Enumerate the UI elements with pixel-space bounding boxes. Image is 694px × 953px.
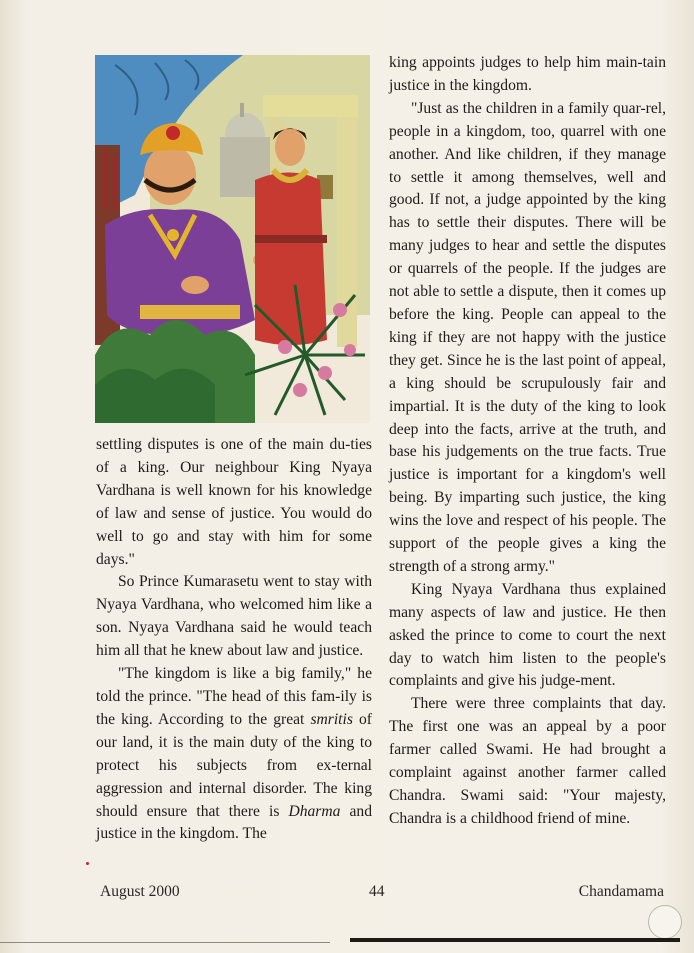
paragraph: [96, 434, 372, 571]
text-run: and justice in the kingdom. The: [96, 802, 372, 843]
paragraph: [389, 98, 666, 579]
paragraph: [389, 52, 666, 98]
illustration-art: [95, 55, 370, 423]
left-text-column: [96, 434, 372, 846]
watermark-stamp: [648, 905, 682, 939]
bottom-rule-left: [0, 942, 330, 943]
text-run: "Just as the children in a family quar-rel, people in a kingdom, too, quarrel with one another. And like children, if they manage to settle it among themselves, well and good. If not, a judge appointed by the king has to settle their disputes. There will be many judges to hear and settle the disputes or quarrels of the people. If the judges are not able to settle a dispute, then it comes up before the king. People can appeal to the king if they are not happy with the justice they get. Since he is the last point of appeal, a king should be scrupulously fair and impartial. It is the duty of the king to look deep into the facts, arrive at the truth, and base his judgements on the true facts. True justice is important for a kingdom's well being. By imparting such justice, the king wins the love and respect of his people. The support of the people gives a king the strength of a strong army.": [389, 99, 666, 575]
paragraph: [96, 571, 372, 663]
text-run: "The kingdom is like a big family," he told the prince. "The head of this fam-ily is the king. According to the great: [96, 665, 372, 728]
illustration-king-and-prince: [95, 55, 370, 423]
paragraph: [389, 693, 666, 830]
text-run: There were three complaints that day. The first one was an appeal by a poor farmer called Swami. He had brought a complaint against another farmer called Chandra. Swami said: "Your majesty, Chandra is a childhood friend of mine.: [389, 695, 666, 827]
footer-magazine-name: Chandamama: [578, 883, 664, 900]
italic-term: smritis: [310, 710, 353, 728]
text-run: King Nyaya Vardhana thus explained many aspects of law and justice. He then asked the prince to come to court the next day to watch him listen to the people's complaints and give his judge-ment.: [389, 580, 666, 690]
paragraph: [389, 579, 666, 694]
text-run: settling disputes is one of the main du-ties of a king. Our neighbour King Nyaya Vardhana is well known for his knowledge of law and sense of justice. You would do well to go and stay with him for some days.": [96, 436, 372, 568]
text-run: king appoints judges to help him main-tain justice in the kingdom.: [389, 54, 666, 94]
paragraph: [96, 663, 372, 846]
text-run: So Prince Kumarasetu went to stay with Nyaya Vardhana, who welcomed him like a son. Nyaya Vardhana said he would teach him all that he knew about law and justice.: [96, 573, 372, 660]
bottom-rule: [350, 938, 680, 942]
footer-date: August 2000: [100, 883, 180, 900]
right-text-column: [389, 52, 666, 831]
italic-term: Dharma: [288, 802, 341, 820]
decorative-dot: [86, 862, 89, 865]
text-run: of our land, it is the main duty of the king to protect his subjects from ex-ternal aggression and internal disorder. The king should ensure that there is: [96, 710, 372, 820]
footer-page-number: 44: [369, 883, 385, 900]
